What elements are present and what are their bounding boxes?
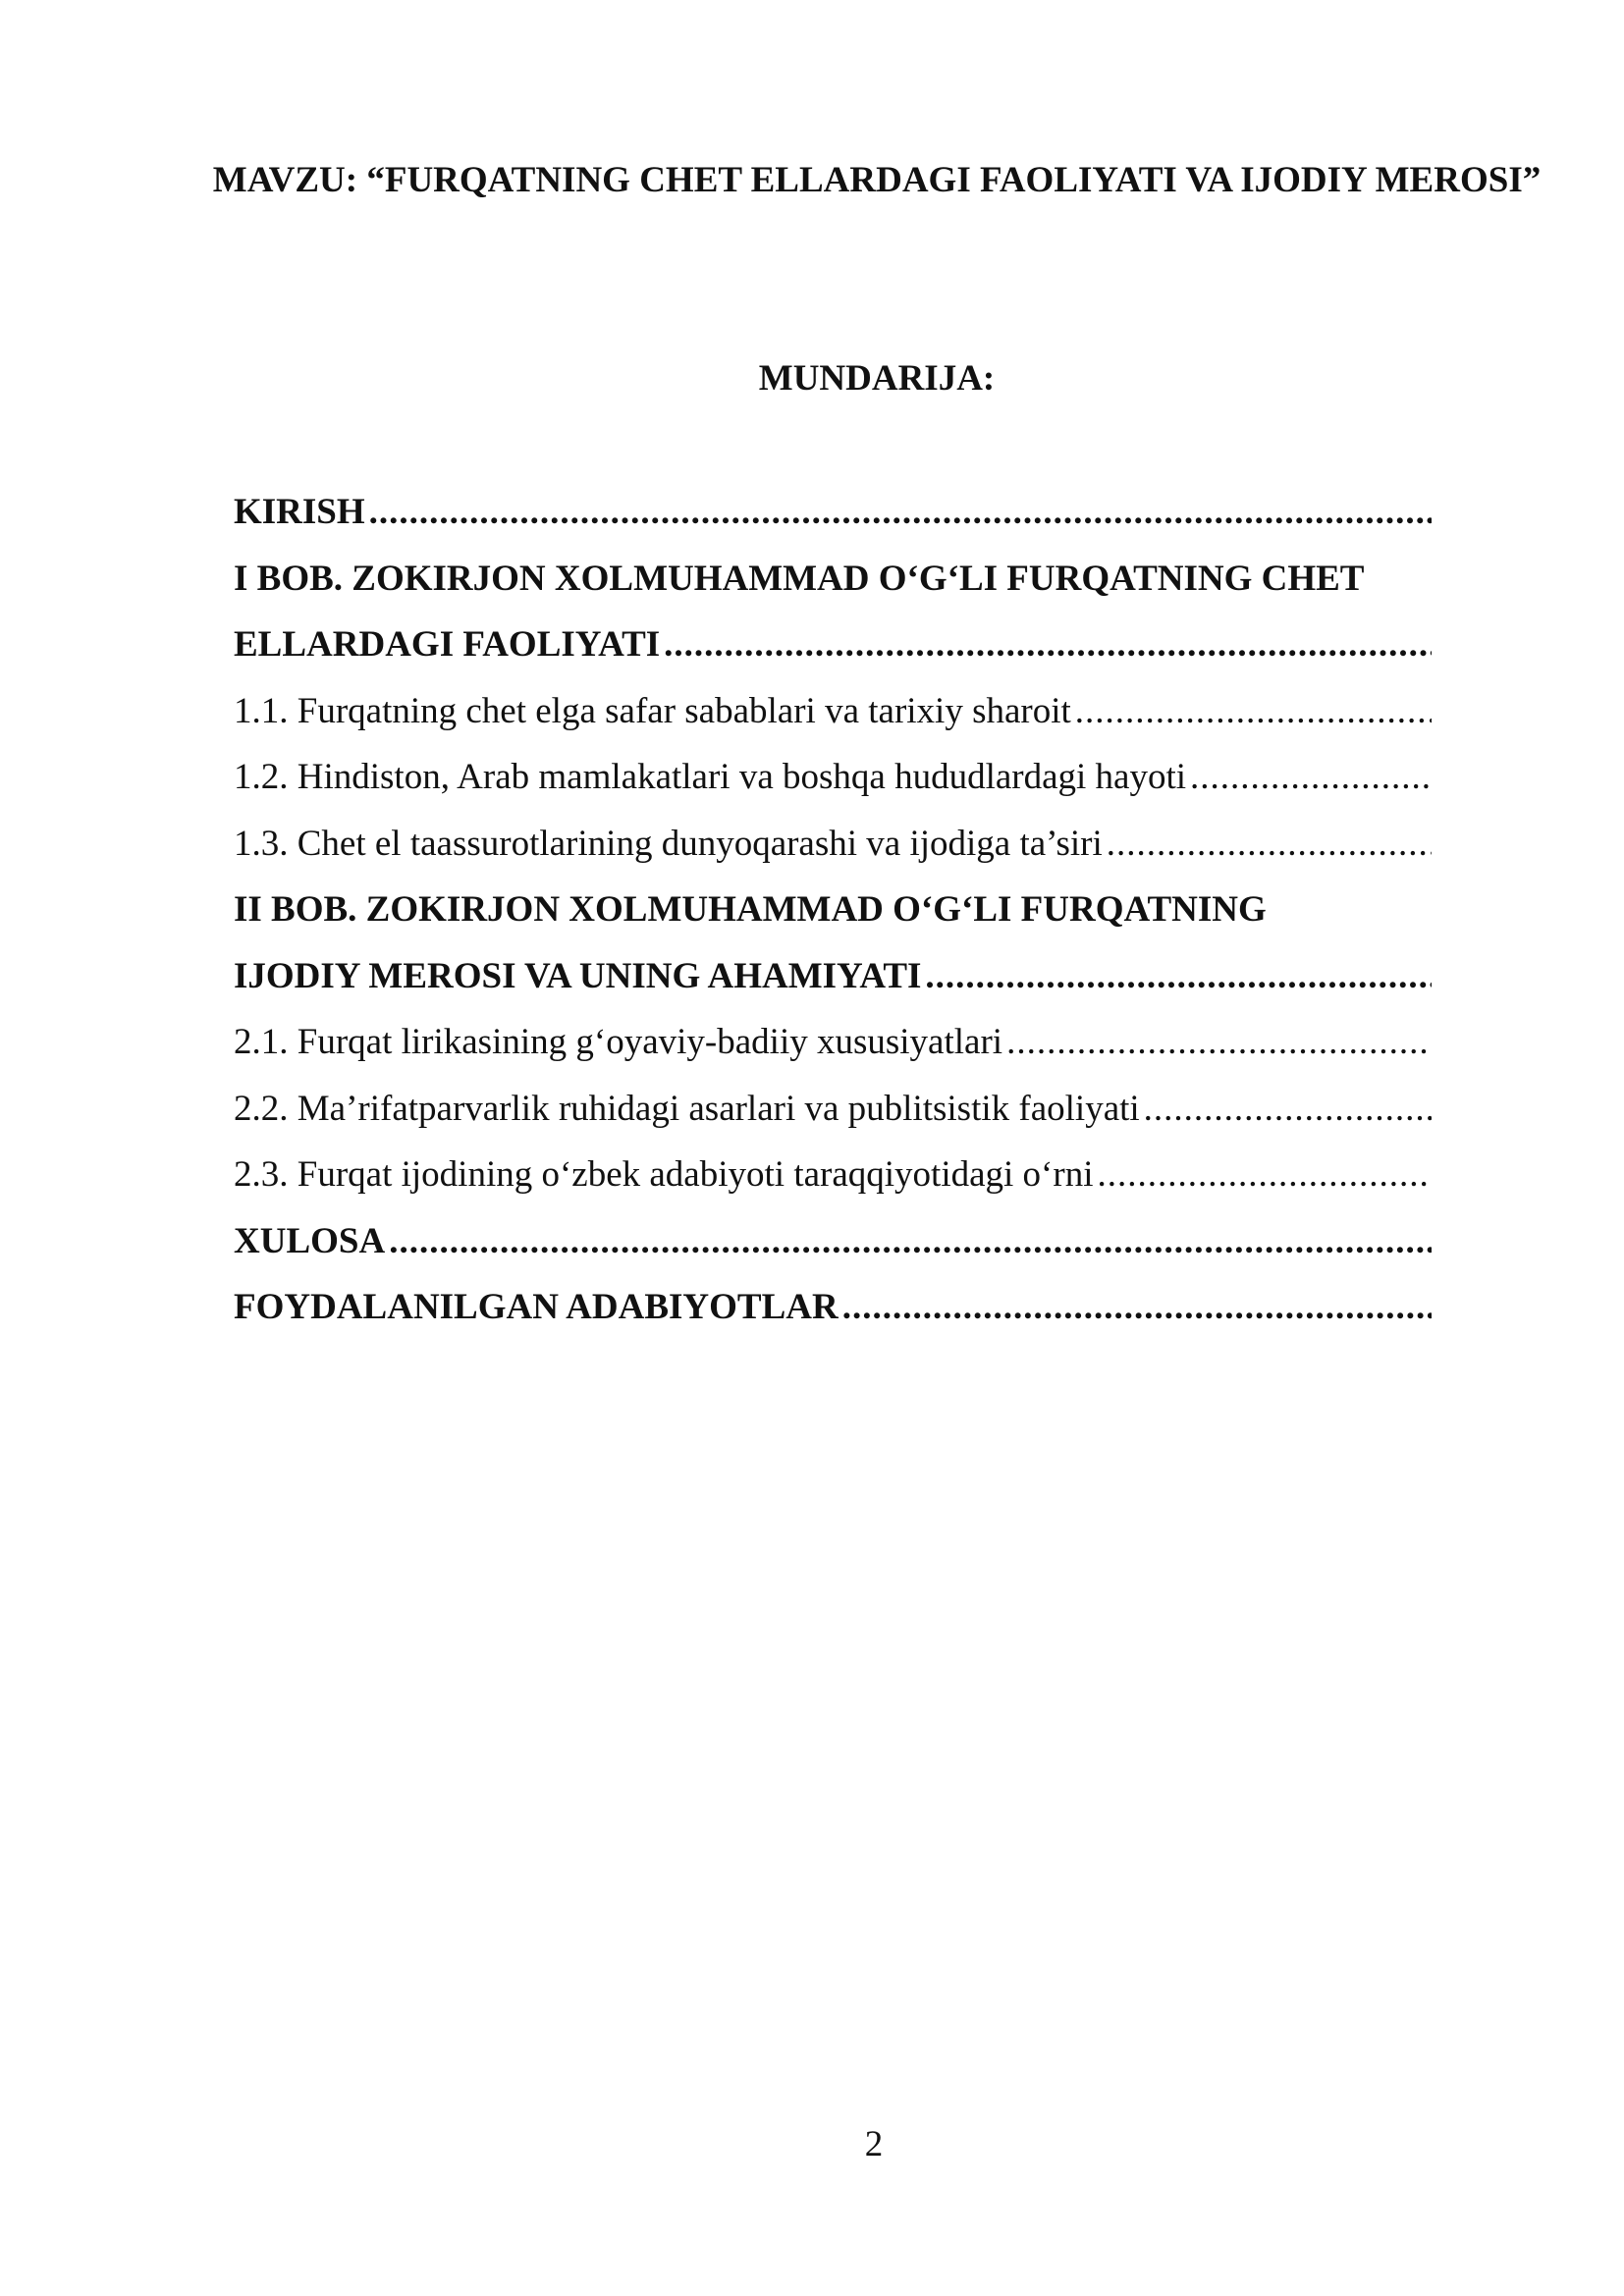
toc-entry <box>234 811 1432 878</box>
toc-dot-leader <box>1006 1009 1432 1076</box>
toc-dot-leader <box>1075 678 1432 745</box>
toc-entry-label: IJODIY MEROSI VA UNING AHAMIYATI <box>234 955 922 996</box>
toc-entry <box>234 1076 1432 1143</box>
toc-entry <box>234 877 1432 943</box>
toc-dot-leader <box>842 1274 1432 1341</box>
toc-dot-leader <box>1107 811 1432 878</box>
toc-heading: MUNDARIJA: <box>758 358 996 399</box>
toc-entry-label: ELLARDAGI FAOLIYATI <box>234 624 661 665</box>
toc-dot-leader <box>1190 744 1432 811</box>
toc-dot-leader <box>389 1208 1432 1275</box>
document-title: MAVZU: “FURQATNING CHET ELLARDAGI FAOLIYATI VA IJODIY MEROSI” <box>212 160 1542 200</box>
toc-entry <box>234 612 1432 678</box>
toc-entry-label: 1.3. Chet el taassurotlarining dunyoqarashi va ijodiga ta’siri <box>234 823 1103 864</box>
toc-entry <box>234 1142 1432 1208</box>
toc-entry-label: 2.3. Furqat ijodining o‘zbek adabiyoti taraqqiyotidagi o‘rni <box>234 1154 1094 1195</box>
toc-entry <box>234 1274 1432 1341</box>
toc-dot-leader <box>369 479 1432 546</box>
toc-entry <box>234 943 1432 1010</box>
toc-entry <box>234 744 1432 811</box>
page-number: 2 <box>864 2124 884 2164</box>
toc-entry <box>234 546 1432 613</box>
toc-entry <box>234 1208 1432 1275</box>
toc-entry <box>234 678 1432 745</box>
toc-dot-leader <box>1097 1142 1432 1208</box>
toc-entry <box>234 1009 1432 1076</box>
toc-entry-label: FOYDALANILGAN ADABIYOTLAR <box>234 1287 839 1327</box>
toc-entry-label: KIRISH <box>234 492 365 532</box>
toc-entry-label: 2.1. Furqat lirikasining g‘oyaviy-badiiy xususiyatlari <box>234 1022 1003 1062</box>
toc-dot-leader <box>925 943 1432 1010</box>
toc-entry-label: I BOB. ZOKIRJON XOLMUHAMMAD O‘G‘LI FURQATNING CHET <box>234 558 1365 599</box>
toc-entry-label: II BOB. ZOKIRJON XOLMUHAMMAD O‘G‘LI FURQATNING <box>234 889 1267 930</box>
toc-entry-label: 1.2. Hindiston, Arab mamlakatlari va boshqa hududlardagi hayoti <box>234 757 1187 797</box>
toc-dot-leader <box>664 612 1432 678</box>
table-of-contents <box>234 479 1432 1341</box>
toc-entry-label: 1.1. Furqatning chet elga safar sabablari va tarixiy sharoit <box>234 690 1071 731</box>
toc-entry-label: XULOSA <box>234 1220 386 1261</box>
toc-entry <box>234 479 1432 546</box>
toc-dot-leader <box>1144 1076 1432 1143</box>
toc-entry-label: 2.2. Ma’rifatparvarlik ruhidagi asarlari va publitsistik faoliyati <box>234 1088 1140 1129</box>
